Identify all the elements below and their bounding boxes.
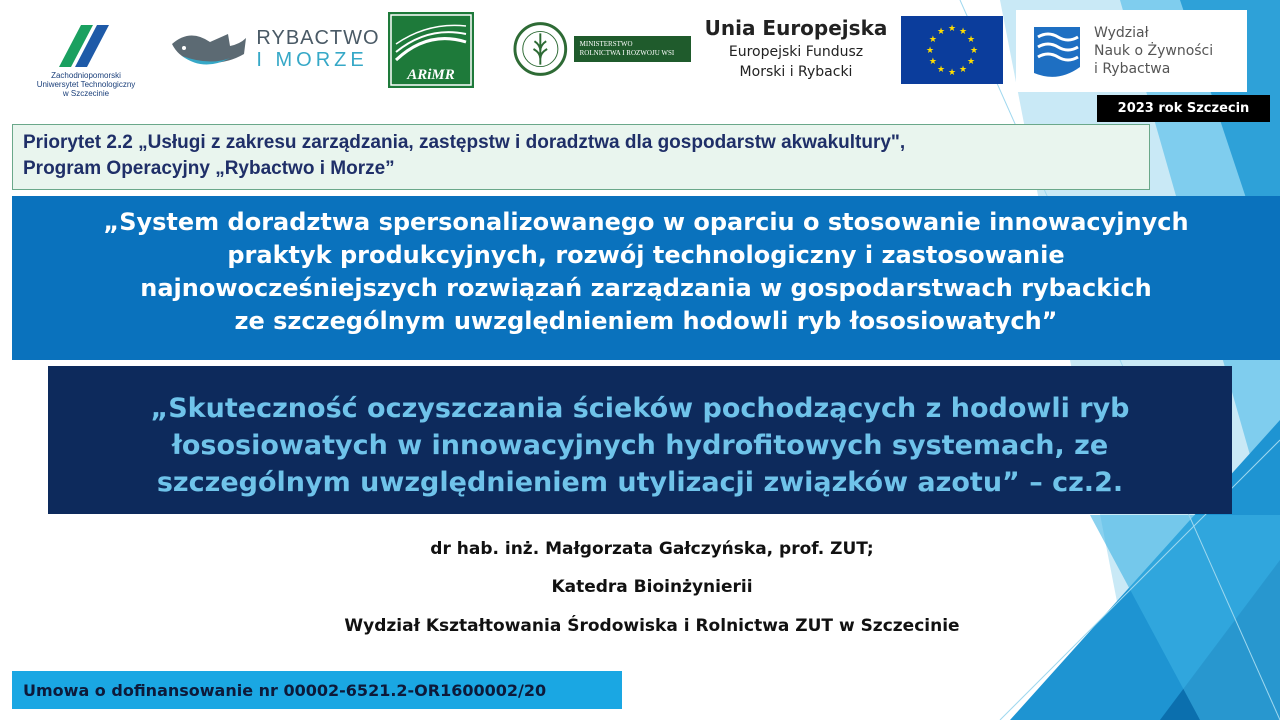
presentation-title-line-2: łososiowatych w innowacyjnych hydrofitowych systemach, ze	[171, 430, 1109, 461]
ministry-logo	[513, 14, 691, 84]
zut-emblem-icon	[51, 17, 121, 69]
presentation-title-line-1: „Skuteczność oczyszczania ścieków pochodzących z hodowli ryb	[150, 393, 1130, 424]
zut-logo-text-3: w Szczecinie	[62, 88, 110, 98]
rybactwo-i-morze-logo	[170, 14, 380, 84]
system-title-line-4: ze szczególnym uwzględnieniem hodowli ryb łososiowatych”	[234, 307, 1058, 335]
system-title-box	[12, 196, 1280, 360]
rybactwo-logo-line-2: I MORZE	[256, 49, 368, 71]
eu-star-icon: ★	[947, 24, 957, 34]
arimr-logo-text: ARiMR	[407, 67, 455, 83]
eu-star-icon: ★	[947, 68, 957, 78]
arimr-field-icon	[388, 12, 474, 88]
presentation-title-box	[48, 366, 1232, 514]
eu-star-icon: ★	[967, 35, 976, 45]
eu-star-icon: ★	[928, 57, 937, 67]
priority-line-1: Priorytet 2.2 „Usługi z zakresu zarządzania, zastępstw i doradztwa dla gospodarstw akwakultury",	[23, 132, 906, 153]
ministry-logo-line-1: MINISTERSTWO	[579, 40, 633, 48]
rybactwo-logo-line-1: RYBACTWO	[256, 27, 380, 49]
system-title-line-2: praktyk produkcyjnych, rozwój technologiczny i zastosowanie	[227, 241, 1065, 269]
eu-flag	[901, 16, 1003, 84]
eu-star-icon: ★	[936, 26, 946, 37]
author-faculty: Wydział Kształtowania Środowiska i Rolnictwa ZUT w Szczecinie	[344, 616, 960, 636]
arimr-logo	[388, 12, 474, 88]
eu-star-icon: ★	[928, 35, 937, 45]
faculty-logo-line-3: i Rybactwa	[1094, 61, 1171, 77]
ue-subtitle-2: Morski i Rybacki	[739, 64, 853, 80]
eu-star-icon: ★	[958, 65, 968, 76]
ue-subtitle-1: Europejski Fundusz	[728, 44, 864, 60]
eu-star-icon: ★	[936, 65, 946, 76]
author-name: dr hab. inż. Małgorzata Gałczyńska, prof. ZUT;	[430, 539, 874, 559]
eu-star-icon: ★	[969, 46, 979, 56]
priority-line-2: Program Operacyjny „Rybactwo i Morze”	[23, 158, 395, 179]
faculty-logo-line-2: Nauk o Żywności	[1094, 43, 1214, 59]
author-department: Katedra Bioinżynierii	[551, 577, 753, 597]
faculty-waves-icon	[1030, 23, 1084, 79]
faculty-logo-line-1: Wydział	[1094, 25, 1149, 41]
ue-title: Unia Europejska	[704, 16, 888, 40]
ministry-seal-icon	[513, 21, 568, 77]
ue-text-block	[698, 14, 894, 82]
eu-stars-icon	[901, 16, 1003, 84]
system-title-line-1: „System doradztwa spersonalizowanego w oparciu o stosowanie innowacyjnych	[103, 208, 1189, 236]
eu-star-icon: ★	[925, 46, 935, 56]
zut-logo	[16, 10, 156, 104]
faculty-logo	[1016, 10, 1247, 92]
zut-logo-text-1: Zachodniopomorski	[51, 70, 121, 80]
priority-box	[12, 124, 1150, 190]
eu-star-icon: ★	[967, 57, 976, 67]
ministry-logo-line-2: ROLNICTWA I ROZWOJU WSI	[579, 49, 675, 57]
eu-star-icon: ★	[958, 26, 968, 37]
fish-boat-icon	[170, 24, 250, 74]
system-title-line-3: najnowocześniejszych rozwiązań zarządzania w gospodarstwach rybackich	[140, 274, 1152, 302]
presentation-title-line-3: szczególnym uwzględnieniem utylizacji związków azotu” – cz.2.	[156, 467, 1124, 498]
zut-logo-text-2: Uniwersytet Technologiczny	[36, 79, 136, 89]
year-badge: 2023 rok Szczecin	[1097, 95, 1270, 122]
contract-banner: Umowa o dofinansowanie nr 00002-6521.2-OR1600002/20	[12, 671, 622, 709]
